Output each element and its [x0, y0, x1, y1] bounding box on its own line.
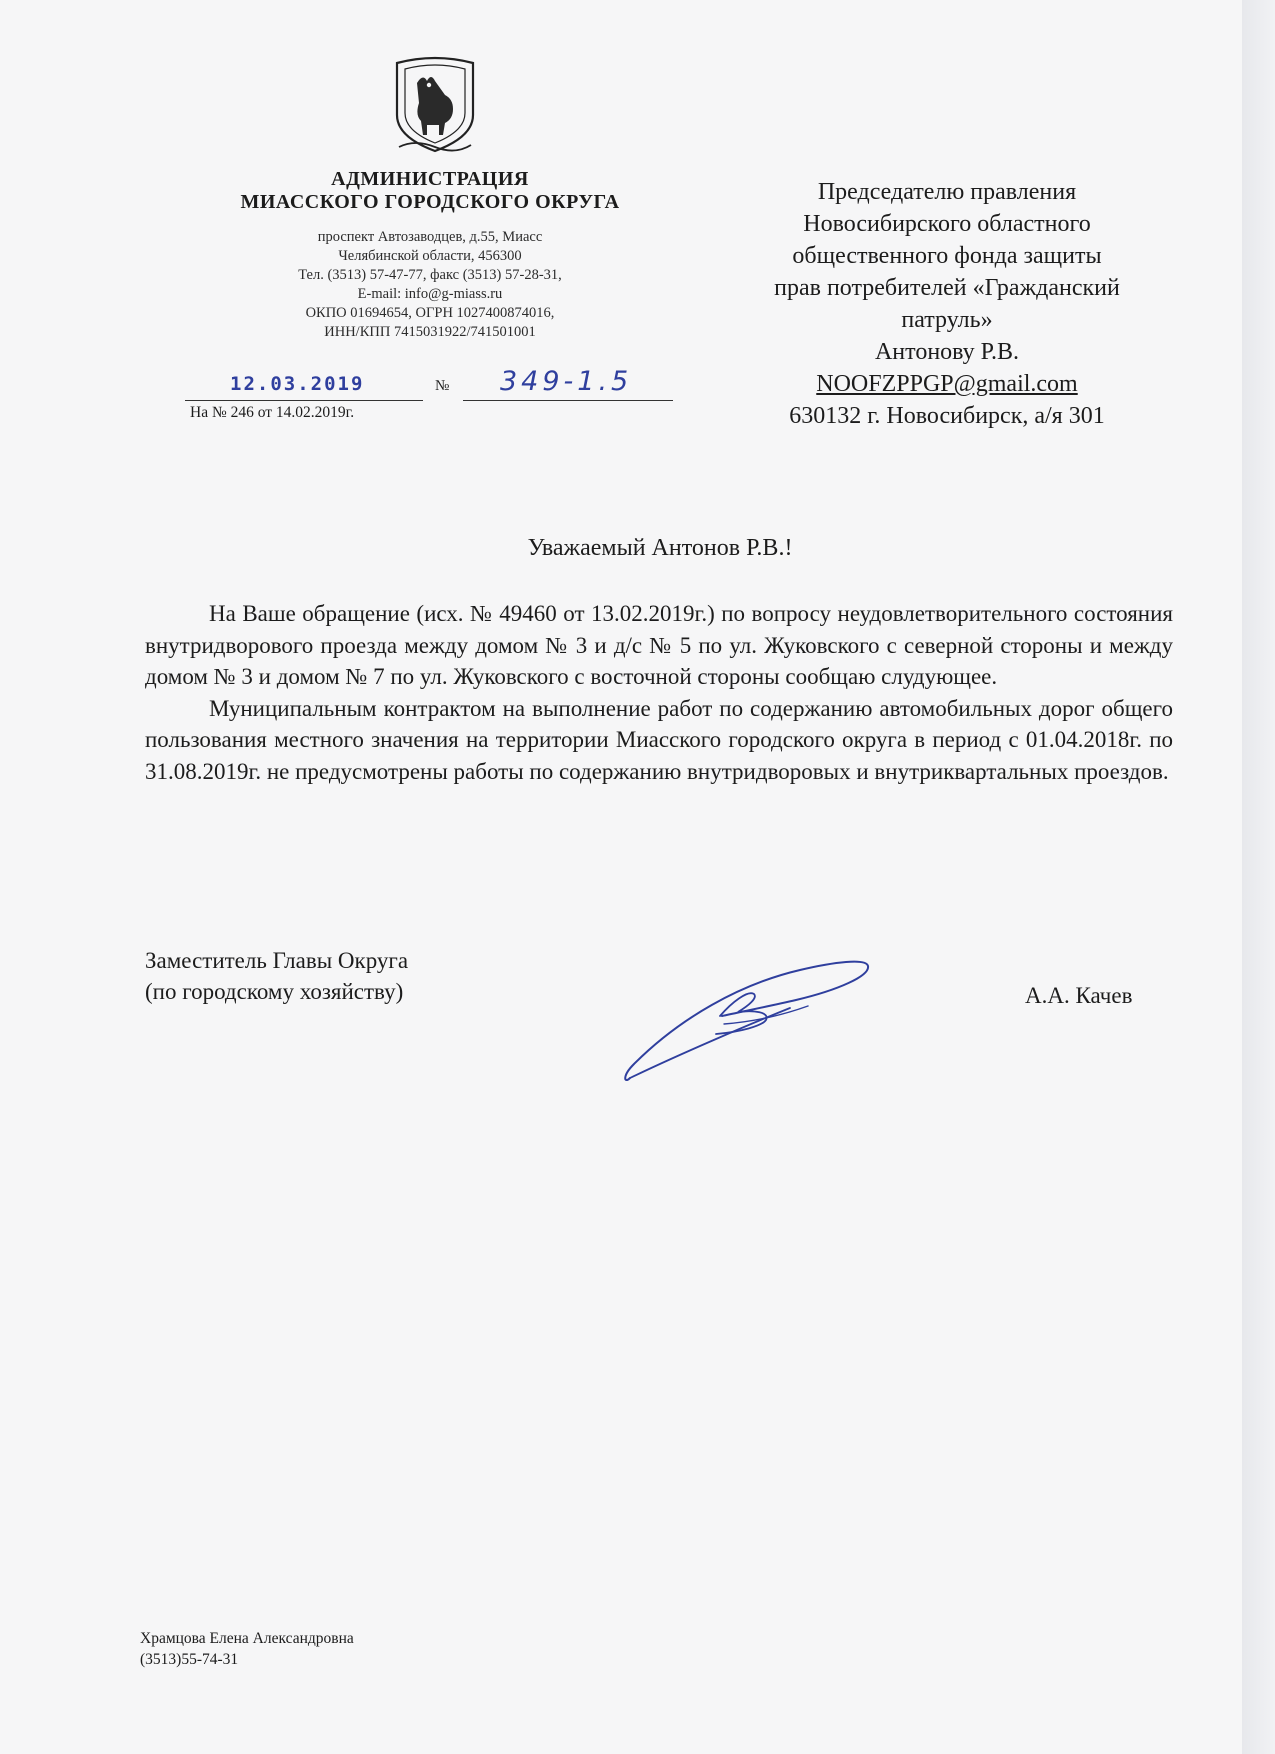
org-address-region: Челябинской области, 456300: [338, 248, 522, 264]
body-paragraph-2: Муниципальным контрактом на выполнение работ по содержанию автомобильных дорог общего пользования местного значения на территории Миасского городского округа в период с 01.04.2018г. по 31.08.2019г. не предусмотрены работы по содержанию внутридворовых и внутриквартальных проездов.: [145, 695, 1173, 784]
reply-reference: На № 246 от 14.02.2019г.: [190, 404, 355, 421]
org-okpo-ogrn: ОКПО 01694654, ОГРН 1027400874016,: [305, 305, 555, 321]
recipient-line-5: патруль»: [901, 307, 993, 333]
handwritten-signature: [620, 950, 875, 1085]
salutation: Уважаемый Антонов Р.В.!: [527, 535, 793, 561]
executor-phone: (3513)55-74-31: [140, 1651, 239, 1668]
organization-name: [165, 168, 695, 214]
org-address-street: проспект Автозаводцев, д.55, Миасс: [317, 229, 543, 245]
number-underline: [463, 400, 673, 401]
signer-name: А.А. Качев: [1025, 983, 1133, 1008]
organization-details: [165, 228, 695, 342]
registration-date-stamp: 12.03.2019: [230, 373, 365, 395]
registration-number-handwritten: 349-1.5: [500, 366, 633, 397]
recipient-line-6: Антонову Р.В.: [874, 339, 1020, 365]
recipient-block: [712, 176, 1182, 432]
recipient-address: 630132 г. Новосибирск, а/я 301: [789, 403, 1105, 429]
org-title-line-1: АДМИНИСТРАЦИЯ: [331, 168, 529, 190]
signer-position-line-1: Заместитель Главы Округа: [145, 948, 409, 973]
letter-body: [145, 598, 1173, 787]
recipient-line-4: прав потребителей «Гражданский: [774, 275, 1120, 301]
registration-number-label: №: [435, 378, 450, 394]
coat-of-arms-emblem: [385, 55, 485, 155]
recipient-line-3: общественного фонда защиты: [792, 243, 1102, 269]
recipient-line-1: Председателю правления: [817, 179, 1077, 205]
org-email: E-mail: info@g-miass.ru: [357, 286, 503, 302]
executor-info: [140, 1628, 354, 1670]
executor-name: Храмцова Елена Александровна: [140, 1630, 354, 1647]
org-inn-kpp: ИНН/КПП 7415031922/741501001: [324, 324, 536, 340]
signer-position-line-2: (по городскому хозяйству): [145, 979, 404, 1004]
recipient-email: NOOFZPPGP@gmail.com: [816, 371, 1078, 397]
body-paragraph-1: На Ваше обращение (исх. № 49460 от 13.02.2019г.) по вопросу неудовлетворительного состояния внутридворового проезда между домом № 3 и д/с № 5 по ул. Жуковского с северной стороны и между домом № 3 и домом № 7 по ул. Жуковского с восточной стороны сообщаю слудующее.: [145, 601, 1173, 689]
recipient-line-2: Новосибирского областного: [803, 211, 1091, 237]
org-phone-fax: Тел. (3513) 57-47-77, факс (3513) 57-28-31,: [298, 267, 562, 283]
scan-edge: [1242, 0, 1275, 1754]
signer-position: [145, 945, 408, 1007]
registration-line: [185, 366, 675, 402]
org-title-line-2: МИАССКОГО ГОРОДСКОГО ОКРУГА: [240, 191, 620, 213]
date-underline: [185, 400, 423, 401]
